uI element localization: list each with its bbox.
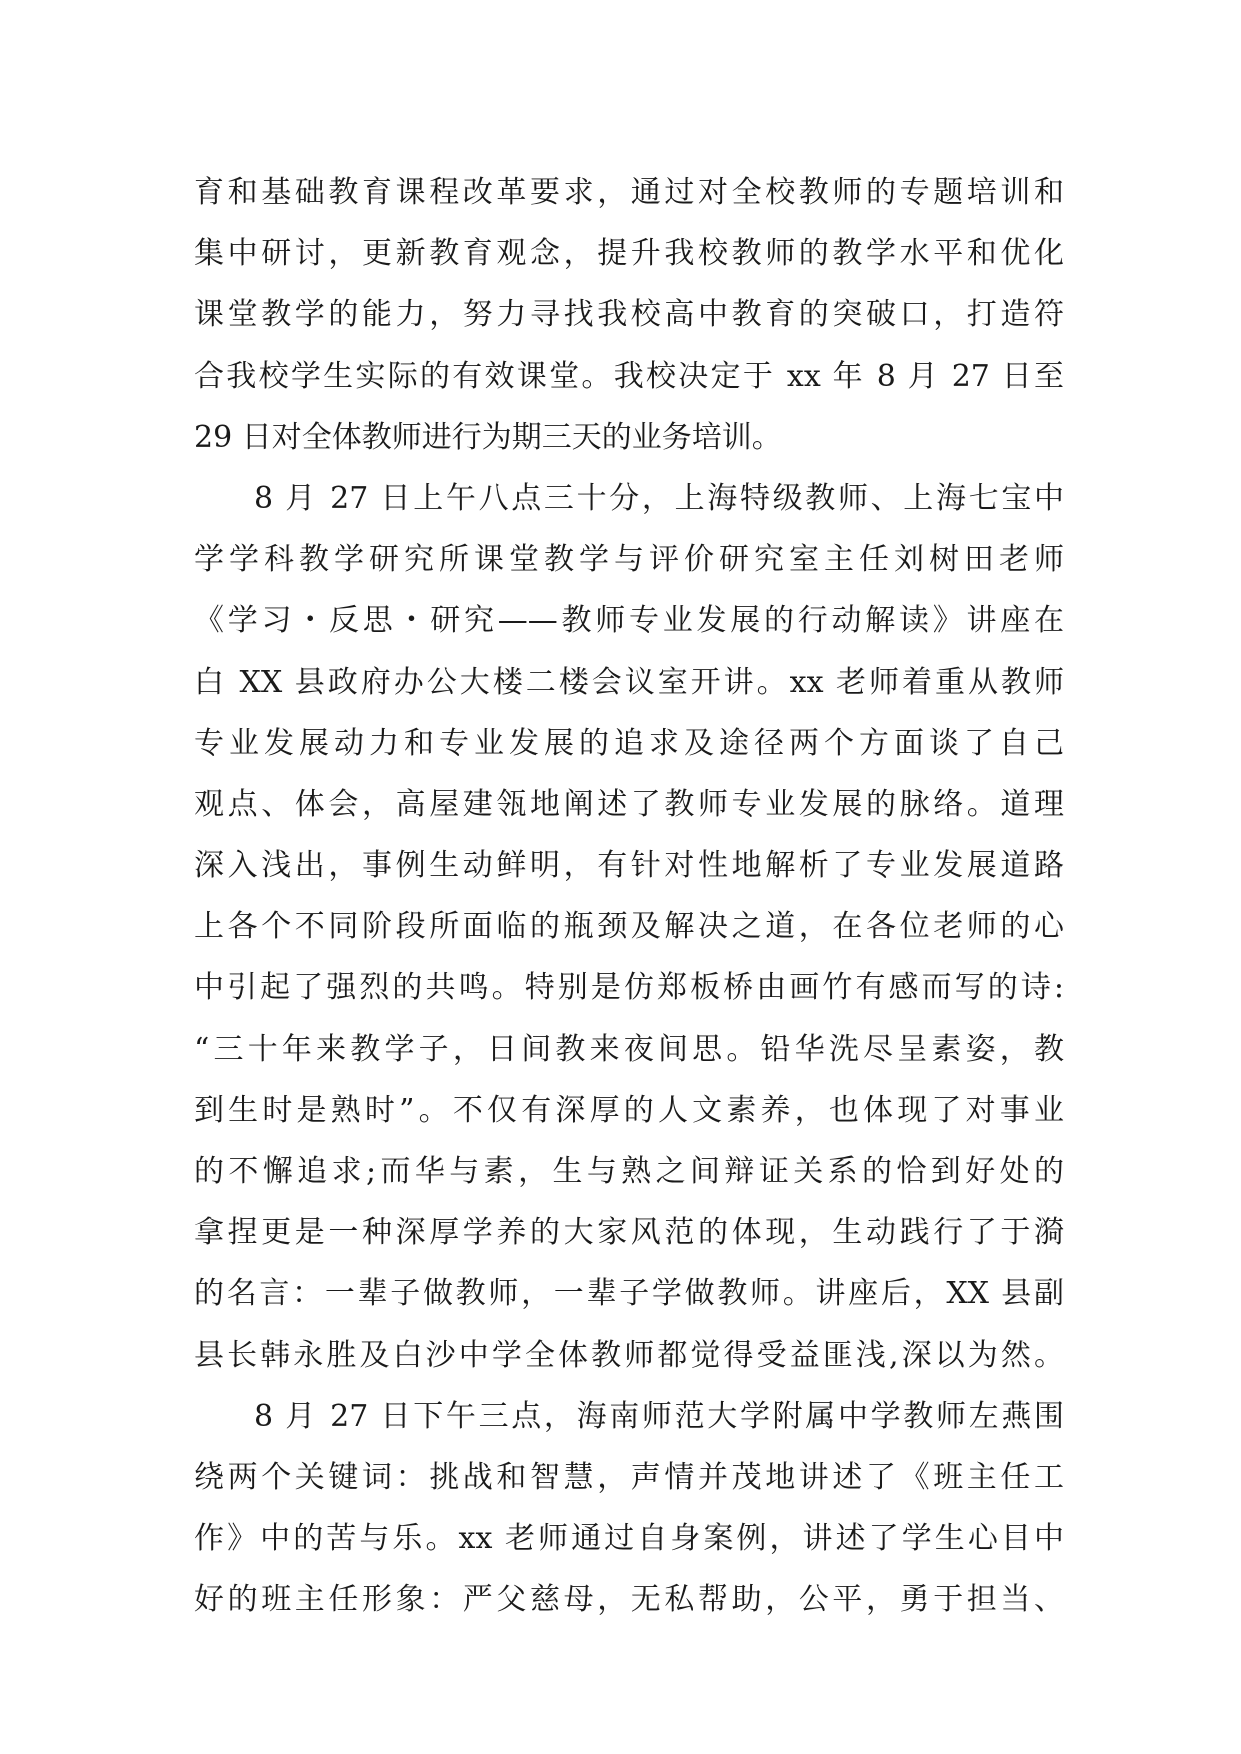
text-line: 学学科教学研究所课堂教学与评价研究室主任刘树田老师 (194, 542, 1064, 578)
text-line: 上各个不同阶段所面临的瓶颈及解决之道，在各位老师的心 (194, 909, 1064, 945)
text-line: 深入浅出，事例生动鲜明，有针对性地解析了专业发展道路 (194, 848, 1064, 884)
text-line: 的名言：一辈子做教师，一辈子学做教师。讲座后，XX 县副 (194, 1276, 1064, 1312)
text-line: 合我校学生实际的有效课堂。我校决定于 xx 年 8 月 27 日至 (194, 358, 1064, 394)
text-line: 课堂教学的能力，努力寻找我校高中教育的突破口，打造符 (194, 297, 1064, 333)
text-line: 中引起了强烈的共鸣。特别是仿郑板桥由画竹有感而写的诗: (194, 970, 1064, 1006)
text-line: 作》中的苦与乐。xx 老师通过自身案例，讲述了学生心目中 (194, 1521, 1064, 1557)
text-line: “三十年来教学子，日间教来夜间思。铅华洗尽呈素姿，教 (194, 1031, 1064, 1067)
text-line: 县长韩永胜及白沙中学全体教师都觉得受益匪浅,深以为然。 (194, 1337, 1064, 1373)
body-text (194, 162, 1064, 1631)
text-line: 到生时是熟时”。不仅有深厚的人文素养，也体现了对事业 (194, 1092, 1064, 1128)
text-line: 观点、体会，高屋建瓴地阐述了教师专业发展的脉络。道理 (194, 786, 1064, 822)
text-line: 专业发展动力和专业发展的追求及途径两个方面谈了自己 (194, 725, 1064, 761)
text-line: 白 XX 县政府办公大楼二楼会议室开讲。xx 老师着重从教师 (194, 664, 1064, 700)
text-line: 好的班主任形象：严父慈母，无私帮助，公平，勇于担当、 (194, 1582, 1064, 1618)
text-line: 绕两个关键词：挑战和智慧，声情并茂地讲述了《班主任工 (194, 1459, 1064, 1495)
text-line: 的不懈追求;而华与素，生与熟之间辩证关系的恰到好处的 (194, 1154, 1064, 1189)
text-line: 29 日对全体教师进行为期三天的业务培训。 (194, 419, 782, 455)
text-line: 拿捏更是一种深厚学养的大家风范的体现，生动践行了于漪 (194, 1215, 1064, 1251)
paragraph-start-line: 8 月 27 日上午八点三十分，上海特级教师、上海七宝中 (254, 480, 1064, 516)
text-line: 《学习・反思・研究——教师专业发展的行动解读》讲座在 (194, 603, 1064, 639)
text-line: 集中研讨，更新教育观念，提升我校教师的教学水平和优化 (194, 236, 1064, 272)
paragraph-start-line: 8 月 27 日下午三点，海南师范大学附属中学教师左燕围 (254, 1398, 1064, 1434)
text-line: 育和基础教育课程改革要求，通过对全校教师的专题培训和 (194, 175, 1064, 210)
